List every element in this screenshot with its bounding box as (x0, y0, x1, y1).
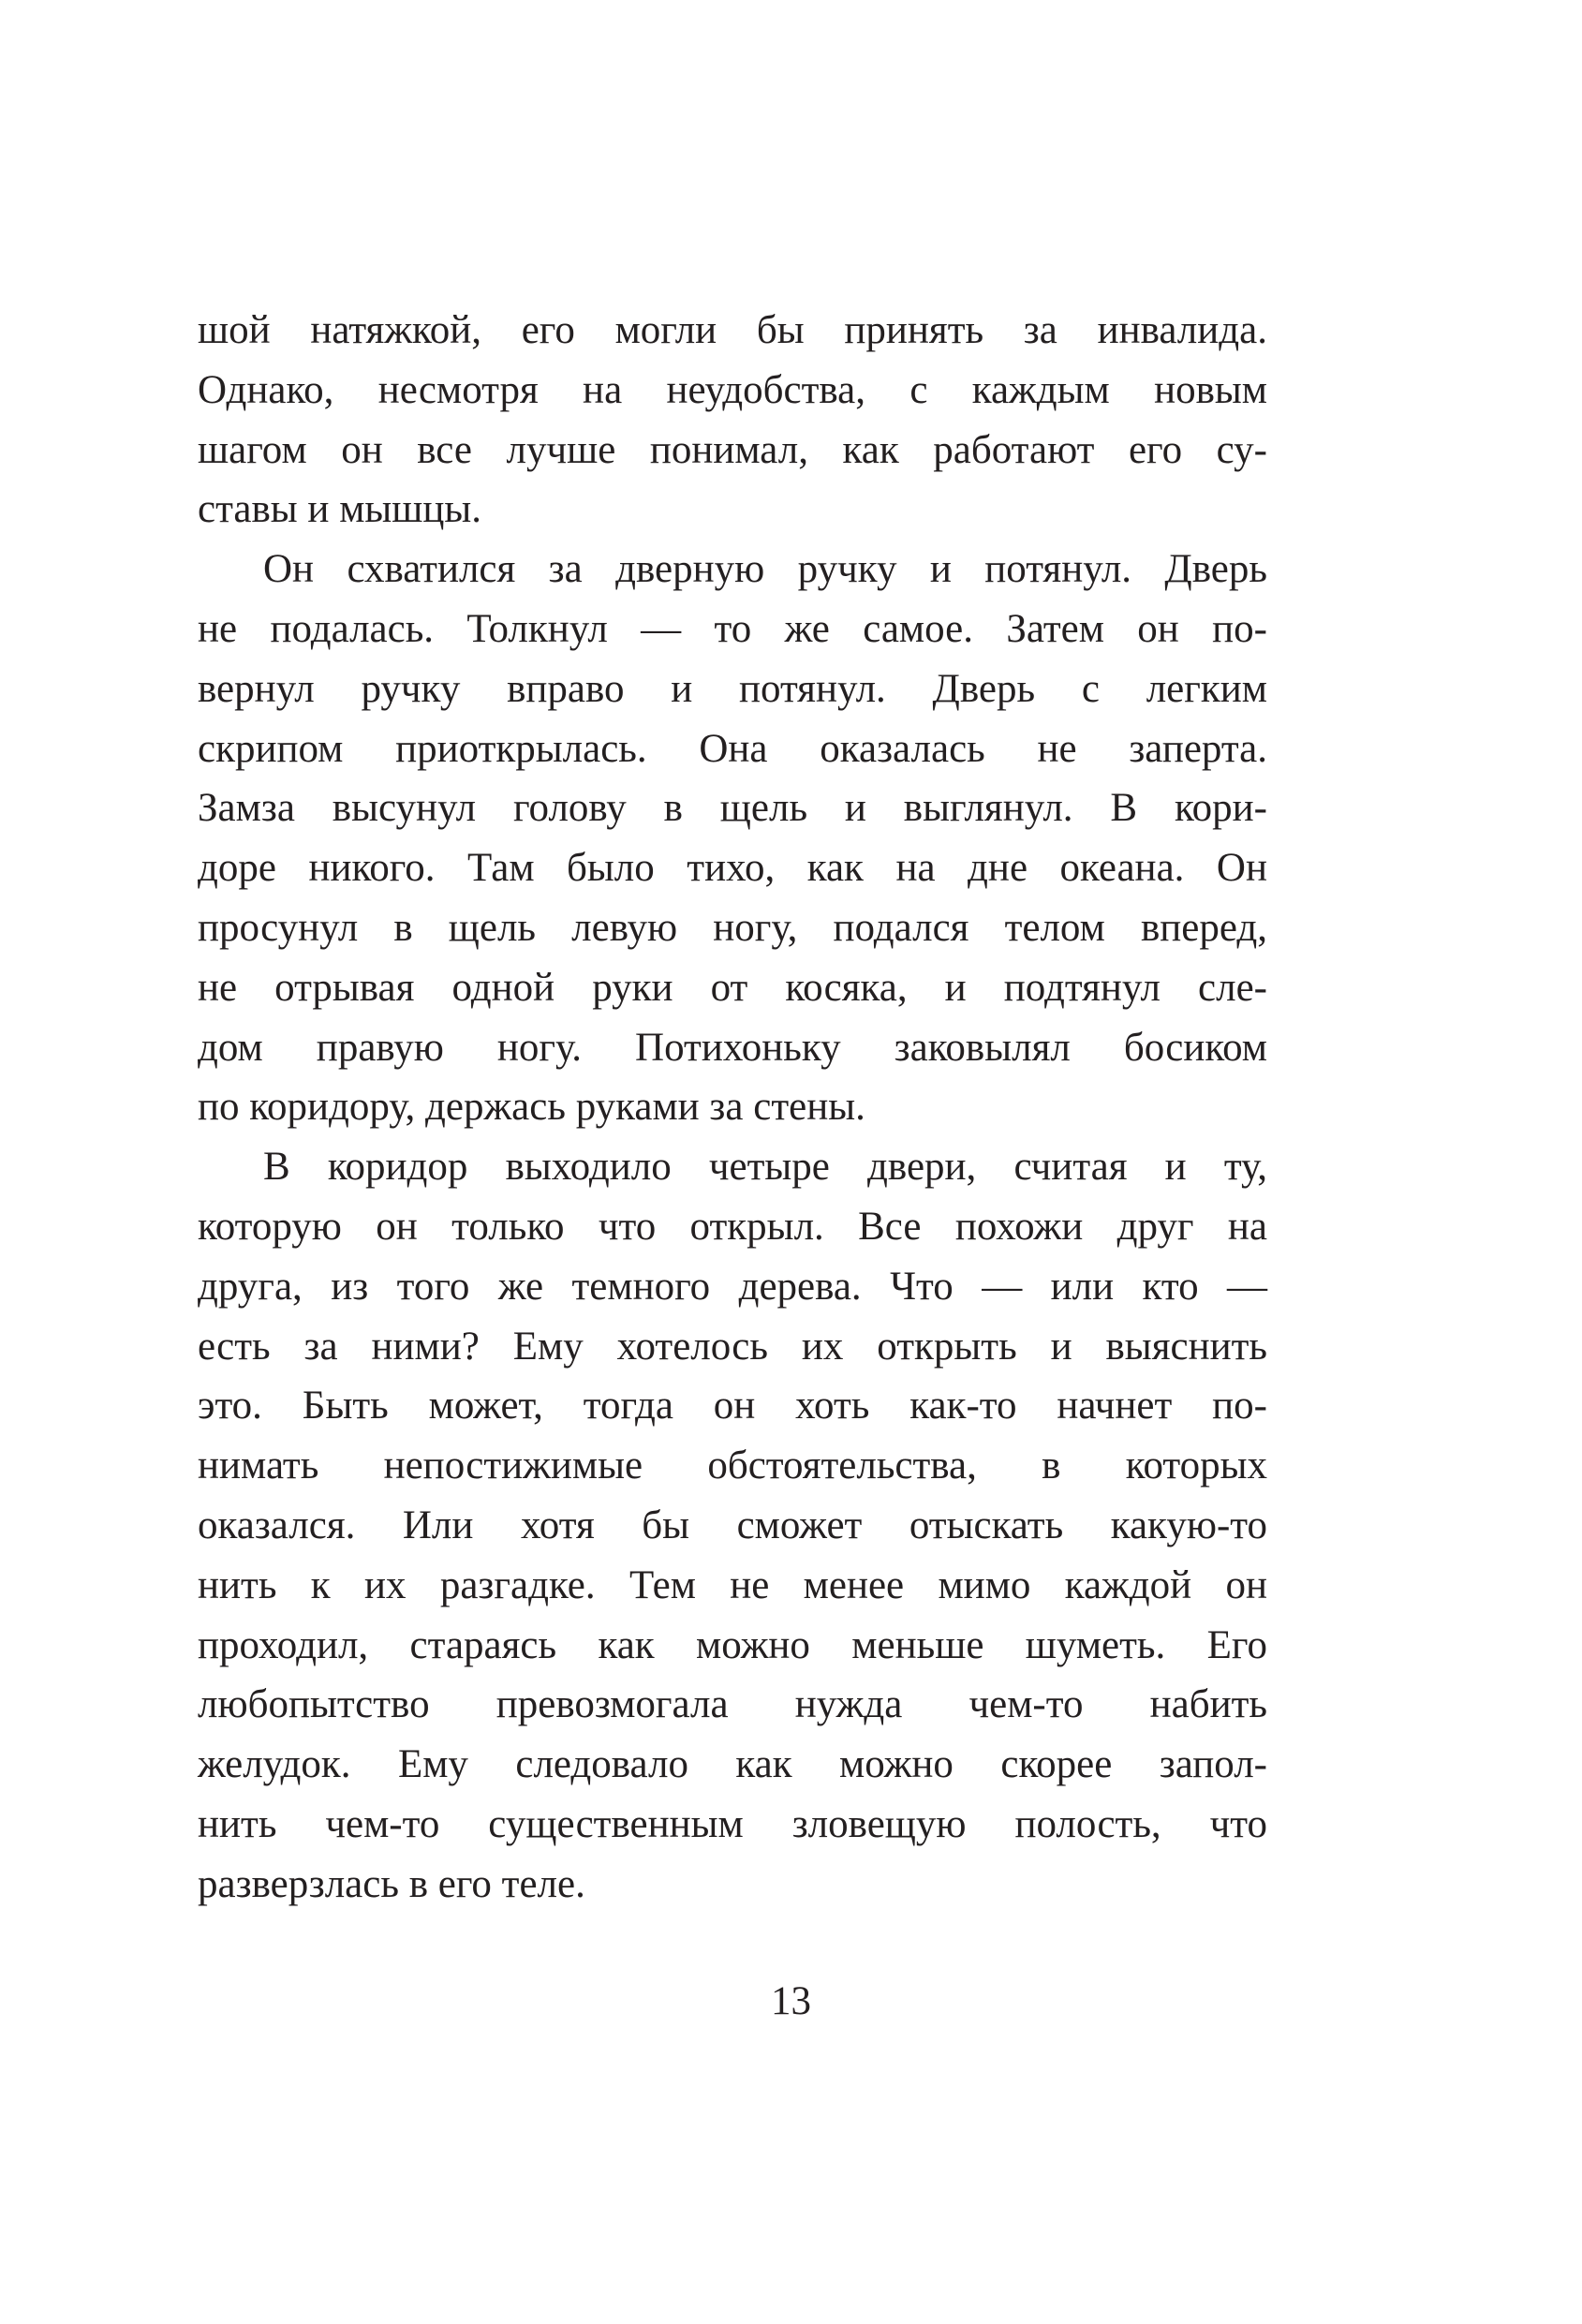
text-line: нимать непостижимые обстоятельства, в которых (198, 1443, 1267, 1488)
paragraph (198, 540, 1267, 1137)
text-line: Однако, несмотря на неудобства, с каждым новым (198, 367, 1267, 412)
text-line: желудок. Ему следовало как можно скорее запол- (198, 1742, 1267, 1787)
text-line: просунул в щель левую ногу, подался телом вперед, (198, 905, 1267, 950)
text-line: не отрывая одной руки от косяка, и подтянул сле- (198, 965, 1267, 1010)
paragraph (198, 1137, 1267, 1914)
paragraph (198, 301, 1267, 540)
text-line: доре никого. Там было тихо, как на дне океана. Он (198, 846, 1267, 891)
text-line: дом правую ногу. Потихоньку заковылял босиком (198, 1025, 1267, 1070)
text-line: шой натяжкой, его могли бы принять за инвалида. (198, 308, 1267, 352)
text-line: В коридор выходило четыре двери, считая и ту, (263, 1145, 1267, 1190)
text-line: скрипом приоткрылась. Она оказалась не заперта. (198, 726, 1267, 771)
text-line: друга, из того же темного дерева. Что — или кто — (198, 1264, 1267, 1309)
text-line: вернул ручку вправо и потянул. Дверь с легким (198, 666, 1267, 711)
text-line: не подалась. Толкнул — то же самое. Затем он по- (198, 606, 1267, 651)
text-line: оказался. Или хотя бы сможет отыскать какую-то (198, 1502, 1267, 1547)
text-line: проходил, стараясь как можно меньше шуметь. Его (198, 1622, 1267, 1667)
page-number: 13 (771, 1979, 811, 2023)
text-line: Замза высунул голову в щель и выглянул. В кори- (198, 786, 1267, 831)
text-line: это. Быть может, тогда он хоть как-то начнет по- (198, 1384, 1267, 1428)
text-line: шагом он все лучше понимал, как работают его су- (198, 427, 1267, 472)
text-line: разверзлась в его теле. (198, 1861, 585, 1906)
text-line: любопытство превозмогала нужда чем-то набить (198, 1682, 1267, 1727)
text-line: нить чем-то существенным зловещую полость, что (198, 1801, 1267, 1846)
body-text (198, 301, 1267, 1915)
text-line: нить к их разгадке. Тем не менее мимо каждой он (198, 1562, 1267, 1607)
text-line: которую он только что открыл. Все похожи друг на (198, 1204, 1267, 1249)
text-line: Он схватился за дверную ручку и потянул. Дверь (263, 547, 1267, 592)
text-line: по коридору, держась руками за стены. (198, 1085, 865, 1130)
text-line: ставы и мышцы. (198, 487, 482, 532)
text-line: есть за ними? Ему хотелось их открыть и выяснить (198, 1324, 1267, 1369)
